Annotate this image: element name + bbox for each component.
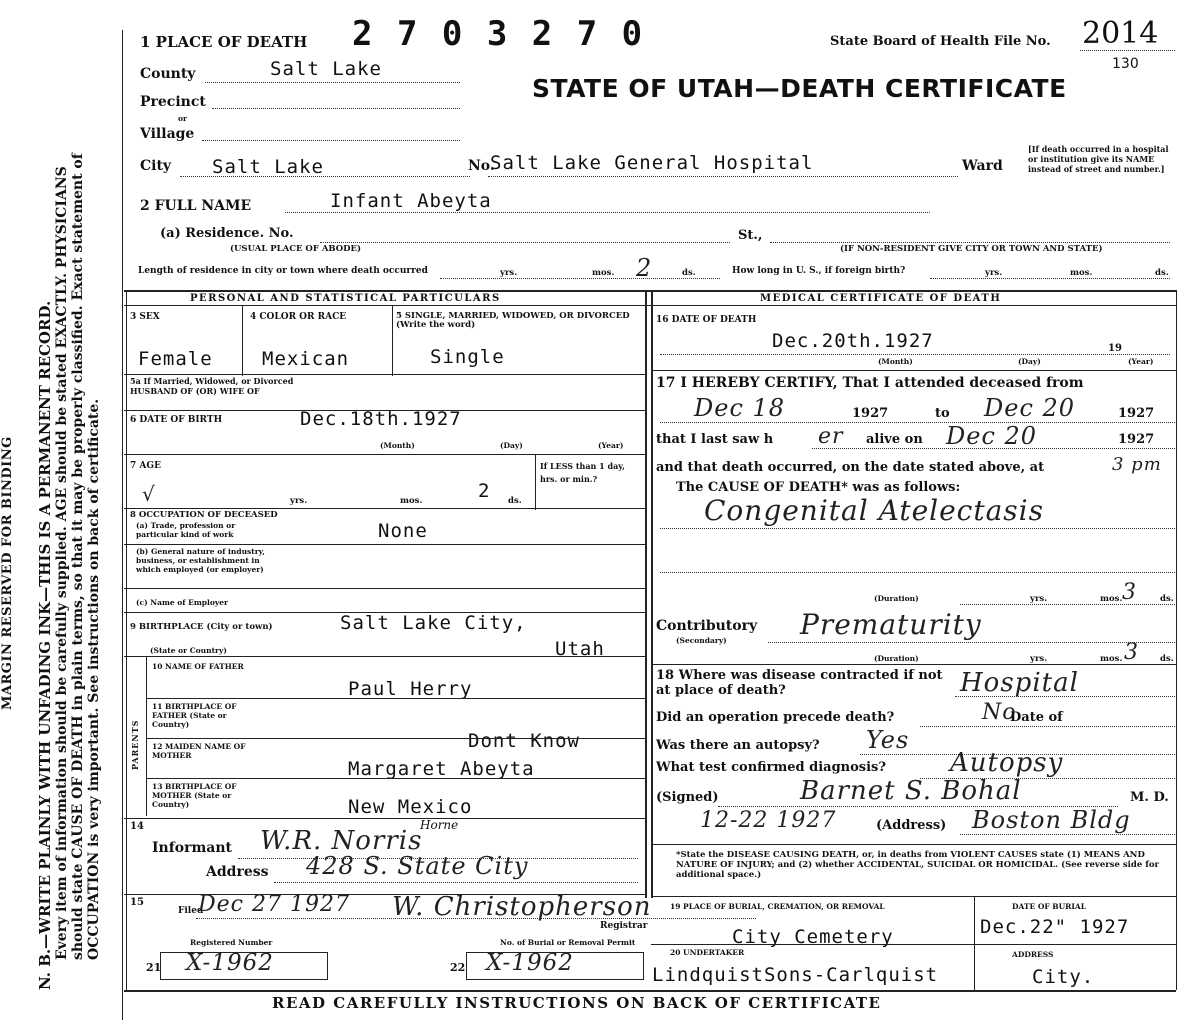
length-residence-label: Length of residence in city or town where death occurred [138, 266, 428, 276]
row-line-9 [146, 778, 646, 779]
color-label: 4 COLOR OR RACE [250, 312, 347, 322]
informant-address-label: Address [206, 864, 269, 880]
medical-row-4 [651, 896, 1176, 897]
hospital-value: Salt Lake General Hospital [490, 152, 814, 174]
informant-note: Horne [420, 818, 459, 832]
medical-row-1 [651, 370, 1176, 371]
occupation-value: None [378, 520, 428, 542]
informant-label: Informant [152, 840, 232, 856]
informant-address-value: 428 S. State City [306, 852, 529, 880]
dod-line [660, 354, 1170, 355]
how-long-us-label: How long in U. S., if foreign birth? [732, 266, 906, 276]
full-name-line [285, 212, 930, 213]
nonresident-caption: (IF NON-RESIDENT GIVE CITY OR TOWN AND STATE) [840, 244, 1103, 254]
duration2-ds: ds. [1160, 654, 1174, 664]
corner-note: 130 [1112, 56, 1139, 72]
marital-label: 5 SINGLE, MARRIED, WIDOWED, OR DIVORCED (Write the word) [396, 311, 630, 330]
dob-label: 6 DATE OF BIRTH [130, 415, 223, 425]
usual-place-caption: (USUAL PLACE OF ABODE) [230, 244, 362, 254]
operation-line [920, 726, 1175, 727]
left-border [122, 30, 123, 1020]
occupation-b-label: (b) General nature of industry, business, or establishment in which employed (or employer) [136, 547, 265, 574]
age-mos: mos. [400, 496, 423, 506]
margin-instruction-line-4: OCCUPATION is very important. See instructions on back of certificate. [86, 398, 102, 960]
place-of-death-label: 1 PLACE OF DEATH [140, 33, 308, 51]
cause-line-1 [660, 528, 1175, 529]
physician-address-value: Boston Bldg [972, 806, 1131, 834]
sign-date-value: 12-22 1927 [700, 808, 837, 833]
certify-label: 17 I HEREBY CERTIFY, That I attended deceased from [656, 375, 1084, 391]
registered-number-value: X-1962 [186, 950, 274, 976]
dob-month-caption: (Month) [380, 441, 415, 450]
or-label: or [178, 114, 187, 123]
street-no-label: No. [468, 158, 495, 174]
last-saw-her: er [818, 424, 844, 449]
alive-on-label: alive on [866, 432, 923, 447]
length-days-value: 2 [636, 254, 653, 282]
occupation-a-label: (a) Trade, profession or particular kind of work [136, 521, 236, 539]
occupation-label: 8 OCCUPATION OF DECEASED [130, 510, 278, 520]
us-ds: ds. [1155, 268, 1169, 278]
attended-to-label: to [935, 406, 950, 421]
us-yrs: yrs. [985, 268, 1003, 278]
personal-section-title: PERSONAL AND STATISTICAL PARTICULARS [190, 293, 501, 304]
occ-line-1 [124, 544, 646, 545]
attended-to-value: Dec 20 [984, 394, 1076, 422]
contributory-label: Contributory [656, 618, 758, 634]
last-saw-label: that I last saw h [656, 432, 774, 447]
length-line [440, 278, 720, 279]
contracted-value: Hospital [960, 668, 1079, 698]
residence-line [320, 242, 730, 243]
village-line [202, 140, 460, 141]
duration1-mos: mos. [1100, 594, 1123, 604]
father-birthplace-label: 11 BIRTHPLACE OF FATHER (State or Country) [152, 702, 237, 729]
md-label: M. D. [1130, 790, 1169, 805]
attended-from-value: Dec 18 [694, 394, 786, 422]
autopsy-value: Yes [866, 726, 910, 754]
father-value: Paul Herry [348, 678, 473, 700]
duration1-label: (Duration) [874, 594, 919, 603]
row-line-3 [124, 454, 646, 455]
precinct-line [212, 108, 460, 109]
street-line [770, 242, 1170, 243]
burial-divider [974, 896, 975, 990]
marital-value: Single [430, 346, 505, 368]
permit-label: No. of Burial or Removal Permit [500, 938, 636, 947]
alive-on-year: 1927 [1118, 432, 1155, 447]
physician-signature: Barnet S. Bohal [800, 776, 1022, 806]
informant-address-line [274, 882, 638, 883]
undertaker-label: 20 UNDERTAKER [670, 948, 745, 957]
age-label: 7 AGE [130, 461, 161, 471]
birthplace-state-label: (State or Country) [150, 646, 227, 655]
date-of-death-label: 16 DATE OF DEATH [656, 315, 757, 325]
age-ds: ds. [508, 496, 522, 506]
color-value: Mexican [262, 348, 350, 370]
occ-line-2 [124, 588, 646, 589]
ward-label: Ward [962, 158, 1003, 174]
full-name-label: 2 FULL NAME [140, 198, 252, 214]
age-mark: √ [142, 482, 156, 506]
signed-label: (Signed) [656, 790, 719, 805]
row-line-10 [124, 818, 646, 819]
duration2-mos: mos. [1100, 654, 1123, 664]
row-line-4 [124, 508, 646, 509]
hospital-line [488, 176, 958, 177]
grid-top-2 [124, 305, 1176, 306]
county-value: Salt Lake [270, 58, 382, 80]
certificate-number: 2 7 0 3 2 7 0 [352, 14, 645, 54]
physician-address-line [960, 834, 1175, 835]
duration1-line [960, 604, 1175, 605]
full-name-value: Infant Abeyta [330, 190, 492, 212]
age-days-value: 2 [478, 480, 491, 502]
county-label: County [140, 66, 196, 82]
cause-line-2 [660, 572, 1175, 573]
less-than-divider [535, 454, 536, 510]
certificate-title: STATE OF UTAH—DEATH CERTIFICATE [532, 74, 1067, 103]
village-label: Village [140, 126, 195, 142]
cause-footnote: *State the DISEASE CAUSING DEATH, or, in deaths from VIOLENT CAUSES state (1) MEANS AND NATURE OF INJURY; and (2) whether ACCIDENTAL, SUICIDAL OR HOMICIDAL. (See reverse side for additional space.) [676, 850, 1160, 880]
operation-label: Did an operation precede death? [656, 710, 895, 725]
spouse-label: 5a If Married, Widowed, or Divorced HUSBAND OF (OR) WIFE OF [130, 376, 294, 396]
length-ds: ds. [682, 268, 696, 278]
undertaker-value: LindquistSons-Carlquist [652, 964, 939, 986]
city-value: Salt Lake [212, 156, 324, 178]
dod-year-caption: (Year) [1128, 357, 1154, 366]
ward-note: [If death occurred in a hospital or institution give its NAME instead of street and number.] [1028, 144, 1169, 174]
residence-label: (a) Residence. No. [160, 226, 294, 241]
date-of-death-value: Dec.20th.1927 [772, 330, 934, 352]
contributory-line [768, 642, 1175, 643]
birthplace-state-value: Utah [555, 638, 605, 660]
occupation-c-label: (c) Name of Employer [136, 598, 228, 607]
contracted-label: 18 Where was disease contracted if not at place of death? [656, 668, 943, 698]
left-border-inner [126, 290, 127, 990]
file-no-label: State Board of Health File No. [830, 34, 1051, 49]
father-label: 10 NAME OF FATHER [152, 662, 244, 671]
right-border [1176, 290, 1177, 990]
file-no: 2014 [1082, 16, 1159, 51]
alive-on-value: Dec 20 [946, 422, 1038, 450]
mother-value: Margaret Abeyta [348, 758, 535, 780]
mother-label: 12 MAIDEN NAME OF MOTHER [152, 742, 246, 760]
length-yrs: yrs. [500, 268, 518, 278]
city-line [180, 176, 470, 177]
column-divider-2 [651, 290, 653, 898]
burial-row [651, 944, 1176, 945]
test-label: What test confirmed diagnosis? [656, 760, 886, 775]
last-saw-line [812, 448, 1175, 449]
birthplace-label: 9 BIRTHPLACE (City or town) [130, 622, 273, 632]
attended-line [660, 422, 1175, 423]
grid-top [124, 290, 1176, 292]
burial-label: 19 PLACE OF BURIAL, CREMATION, OR REMOVAL [670, 902, 885, 911]
autopsy-label: Was there an autopsy? [656, 738, 820, 753]
street-label: St., [738, 228, 763, 243]
less-than-label: If LESS than 1 day, hrs. or min.? [540, 461, 625, 484]
duration1-value: 3 [1122, 580, 1137, 605]
duration1-yrs: yrs. [1030, 594, 1048, 604]
dod-year-prefix: 19 [1108, 343, 1122, 354]
attended-from-year: 1927 [852, 406, 889, 421]
duration1-ds: ds. [1160, 594, 1174, 604]
dob-day-caption: (Day) [500, 441, 523, 450]
dod-month-caption: (Month) [878, 357, 913, 366]
margin-instruction-line-1: N. B.—WRITE PLAINLY WITH UNFADING INK—THIS IS A PERMANENT RECORD. [36, 300, 54, 990]
registrar-label: Registrar [600, 921, 648, 931]
mother-birthplace-label: 13 BIRTHPLACE OF MOTHER (State or Country) [152, 782, 237, 809]
mother-birthplace-value: New Mexico [348, 796, 473, 818]
dod-day-caption: (Day) [1018, 357, 1041, 366]
attended-to-year: 1927 [1118, 406, 1155, 421]
parents-divider [146, 656, 147, 816]
county-line [205, 82, 460, 83]
dob-year-caption: (Year) [598, 441, 624, 450]
secondary-label: (Secondary) [676, 636, 727, 645]
margin-binding-note: MARGIN RESERVED FOR BINDING [0, 436, 15, 710]
birthplace-city-value: Salt Lake City, [340, 612, 527, 634]
sex-value: Female [138, 348, 213, 370]
sex-label: 3 SEX [130, 312, 160, 322]
dob-value: Dec.18th.1927 [300, 408, 462, 430]
us-line [930, 278, 1170, 279]
test-value: Autopsy [950, 748, 1064, 778]
burial-date-value: Dec.22" 1927 [980, 916, 1130, 938]
operation-date-label: Date of [1010, 710, 1063, 725]
permit-prefix: 22 [450, 961, 466, 974]
city-label: City [140, 158, 172, 174]
parents-label: PARENTS [130, 719, 140, 770]
filed-number: 15 [130, 897, 144, 908]
duration2-label: (Duration) [874, 654, 919, 663]
row-line-7 [146, 698, 646, 699]
occurred-label: and that death occurred, on the date stated above, at [656, 460, 1045, 475]
burial-value: City Cemetery [732, 926, 894, 948]
contributory-value: Prematurity [800, 608, 982, 641]
physician-address-label: (Address) [876, 818, 947, 833]
precinct-label: Precinct [140, 94, 206, 110]
cause-value: Congenital Atelectasis [704, 494, 1044, 527]
row-line-8 [146, 738, 646, 739]
grid-bottom [124, 990, 1176, 992]
registered-number-prefix: 21 [146, 961, 162, 974]
sex-divider [242, 306, 243, 376]
row-line-6 [124, 656, 646, 657]
registered-number-label: Registered Number [190, 938, 273, 947]
file-no-line [1080, 50, 1175, 51]
registrar-signature: W. Christopherson [392, 892, 652, 922]
father-birthplace-value: Dont Know [468, 730, 580, 752]
filed-value: Dec 27 1927 [198, 892, 350, 917]
duration2-value: 3 [1124, 640, 1139, 665]
contracted-line [955, 696, 1175, 697]
informant-number: 14 [130, 821, 144, 832]
undertaker-address-value: City. [1032, 966, 1095, 988]
row-line-1 [124, 374, 646, 375]
footer-note: READ CAREFULLY INSTRUCTIONS ON BACK OF CERTIFICATE [272, 994, 882, 1012]
permit-value: X-1962 [486, 950, 574, 976]
time-of-death: 3 pm [1112, 454, 1162, 475]
us-mos: mos. [1070, 268, 1093, 278]
filed-label: Filed [178, 906, 204, 916]
operation-value: No [982, 700, 1017, 725]
column-divider [645, 290, 647, 898]
filed-line [196, 918, 756, 919]
undertaker-address-label: ADDRESS [1012, 950, 1054, 959]
length-mos: mos. [592, 268, 615, 278]
medical-row-3 [651, 844, 1176, 845]
cause-label: The CAUSE OF DEATH* was as follows: [676, 480, 961, 495]
burial-date-label: DATE OF BURIAL [1012, 902, 1087, 911]
margin-instruction-line-3: should state CAUSE OF DEATH in plain terms, so that it may be properly classified. Exact statement of [70, 153, 86, 960]
medical-row-2 [651, 664, 1176, 665]
medical-section-title: MEDICAL CERTIFICATE OF DEATH [760, 293, 1002, 304]
duration2-yrs: yrs. [1030, 654, 1048, 664]
color-divider [392, 306, 393, 376]
age-yrs: yrs. [290, 496, 308, 506]
informant-value: W.R. Norris [260, 826, 423, 856]
margin-instruction-line-2: Every item of information should be carefully supplied. AGE should be stated EXACTLY. PHYSICIANS [54, 166, 70, 960]
